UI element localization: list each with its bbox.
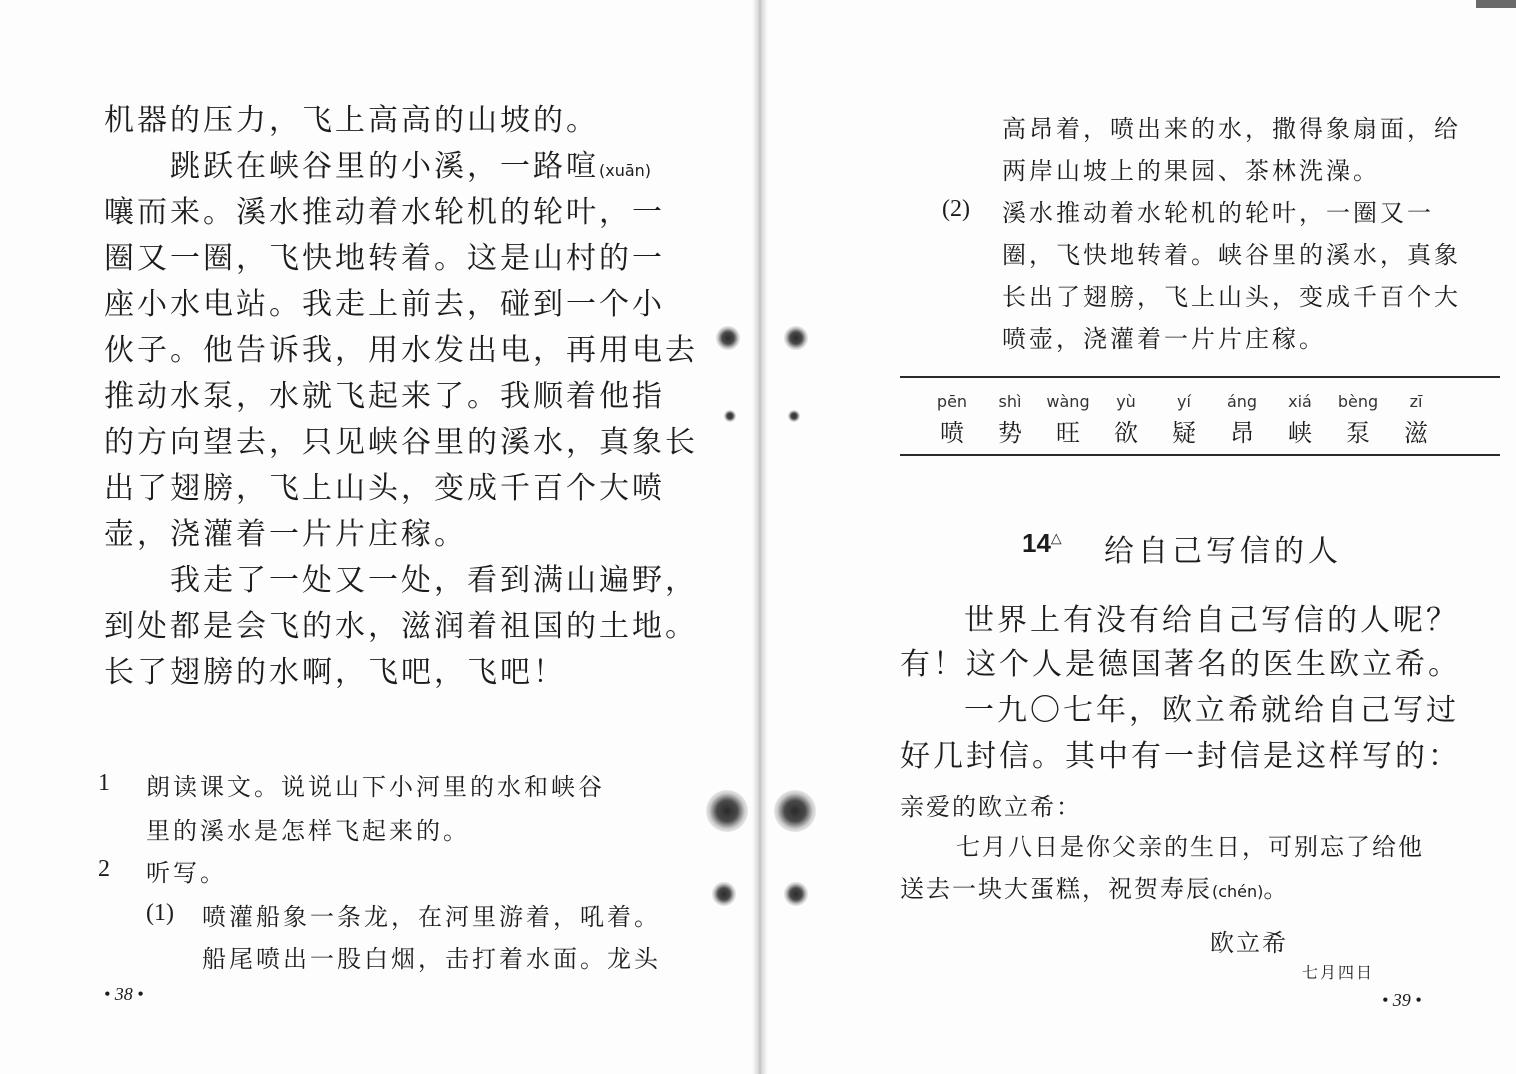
left-line-11: 我走了一处又一处，看到满山遍野， — [170, 563, 698, 598]
letter-salutation: 亲爱的欧立希： — [900, 793, 1082, 821]
vocab-pinyin: wàng — [1046, 392, 1090, 411]
right-page — [762, 0, 1516, 1074]
binding-hole — [784, 326, 808, 350]
sub-exercise-2-line-2: 圈，飞快地转着。峡谷里的溪水，真象 — [1002, 241, 1461, 269]
scan-corner-mark — [1476, 0, 1516, 8]
lesson-number — [1022, 528, 1062, 559]
vocab-item — [1038, 392, 1098, 448]
right-body-line-3: 一九〇七年，欧立希就给自己写过 — [964, 693, 1459, 728]
binding-hole — [788, 410, 800, 422]
sub-exercise-2-line-3: 长出了翅膀，飞上山头，变成千百个大 — [1002, 283, 1461, 311]
vocab-char: 欲 — [1114, 419, 1138, 447]
right-body-line-2: 有！这个人是德国著名的医生欧立希。 — [900, 647, 1461, 682]
letter-line-2-text: 送去一块大蛋糕，祝贺寿辰 — [900, 875, 1212, 903]
left-line-5: 座小水电站。我走上前去，碰到一个小 — [104, 287, 665, 322]
vocab-char: 滋 — [1404, 419, 1428, 447]
vocab-item — [1270, 392, 1330, 448]
vocab-char: 昂 — [1230, 419, 1254, 447]
vocab-item — [1386, 392, 1446, 448]
pinyin-annotation: (xuān) — [599, 161, 652, 180]
binding-hole — [774, 790, 816, 832]
vocab-pinyin: áng — [1226, 392, 1258, 411]
right-cont-line-1: 高昂着，喷出来的水，撒得象扇面，给 — [1002, 115, 1461, 143]
vocab-item — [922, 392, 982, 448]
book-gutter — [752, 0, 768, 1074]
vocab-char: 泵 — [1346, 419, 1370, 447]
vocab-item — [1212, 392, 1272, 448]
exercise-1-line-1: 朗读课文。说说山下小河里的水和峡谷 — [146, 773, 605, 801]
vocab-item — [1328, 392, 1388, 448]
sub-exercise-1-number: (1) — [146, 900, 174, 926]
exercise-2-number: 2 — [98, 856, 110, 882]
lesson-number-text: 14 — [1022, 528, 1051, 558]
vocab-char: 喷 — [940, 419, 964, 447]
binding-hole — [716, 326, 740, 350]
left-line-9: 出了翅膀，飞上山头，变成千百个大喷 — [104, 471, 665, 506]
right-body-line-1: 世界上有没有给自己写信的人呢？ — [964, 603, 1459, 638]
binding-hole — [712, 882, 736, 906]
vocab-item — [1154, 392, 1214, 448]
left-line-3: 嚷而来。溪水推动着水轮机的轮叶，一 — [104, 195, 665, 230]
exercise-1-line-2: 里的溪水是怎样飞起来的。 — [146, 817, 470, 845]
vocab-char: 疑 — [1172, 419, 1196, 447]
letter-date: 七月四日 — [1302, 963, 1375, 982]
left-line-10: 壶，浇灌着一片片庄稼。 — [104, 517, 467, 552]
vocab-pinyin: shì — [998, 392, 1022, 411]
binding-hole — [784, 882, 808, 906]
left-line-6: 伙子。他告诉我，用水发出电，再用电去 — [104, 333, 698, 368]
vocab-rule-top — [900, 376, 1500, 378]
exercise-1-number: 1 — [98, 770, 110, 796]
vocab-pinyin: yí — [1177, 392, 1191, 411]
left-line-7: 推动水泵，水就飞起来了。我顺着他指 — [104, 379, 665, 414]
left-line-13: 长了翅膀的水啊，飞吧，飞吧！ — [104, 655, 566, 690]
vocab-pinyin: xiá — [1288, 392, 1312, 411]
page-number-right: • 39 • — [1382, 990, 1422, 1010]
left-line-2-text: 跳跃在峡谷里的小溪，一路喧 — [170, 149, 599, 184]
vocab-pinyin: pēn — [936, 392, 968, 411]
right-body-line-4: 好几封信。其中有一封信是这样写的： — [900, 739, 1461, 774]
exercise-2-line-1: 听写。 — [146, 859, 227, 887]
vocab-item — [980, 392, 1040, 448]
page-number-left: • 38 • — [104, 984, 144, 1004]
sub-exercise-1-line-2: 船尾喷出一股白烟，击打着水面。龙头 — [202, 945, 661, 973]
left-line-4: 圈又一圈，飞快地转着。这是山村的一 — [104, 241, 665, 276]
left-line-1: 机器的压力，飞上高高的山坡的。 — [104, 103, 599, 138]
left-line-2 — [170, 150, 651, 188]
sub-exercise-1-line-1: 喷灌船象一条龙，在河里游着，吼着。 — [202, 903, 661, 931]
right-cont-line-2: 两岸山坡上的果园、茶林洗澡。 — [1002, 157, 1380, 185]
left-line-8: 的方向望去，只见峡谷里的溪水，真象长 — [104, 425, 698, 460]
letter-line-1: 七月八日是你父亲的生日，可别忘了给他 — [956, 833, 1424, 861]
letter-line-2 — [900, 872, 1289, 909]
sub-exercise-2-number: (2) — [942, 196, 970, 222]
sub-exercise-2-line-4: 喷壶，浇灌着一片片庄稼。 — [1002, 325, 1326, 353]
vocab-item — [1096, 392, 1156, 448]
vocab-char: 势 — [998, 419, 1022, 447]
lesson-title: 给自己写信的人 — [1104, 534, 1342, 569]
vocab-char: 峡 — [1288, 419, 1312, 447]
binding-hole — [724, 410, 736, 422]
binding-hole — [706, 790, 748, 832]
letter-pinyin-annotation: (chén) — [1212, 882, 1264, 901]
vocab-pinyin: yù — [1116, 392, 1136, 411]
letter-signature: 欧立希 — [1210, 929, 1288, 957]
lesson-mark: △ — [1050, 529, 1062, 546]
vocab-pinyin: bèng — [1337, 392, 1379, 411]
letter-line-2-end: 。 — [1263, 875, 1290, 903]
sub-exercise-2-line-1: 溪水推动着水轮机的轮叶，一圈又一 — [1002, 199, 1434, 227]
vocab-rule-bottom — [900, 454, 1500, 456]
vocab-pinyin: zī — [1409, 392, 1423, 411]
vocab-char: 旺 — [1056, 419, 1080, 447]
left-line-12: 到处都是会飞的水，滋润着祖国的土地。 — [104, 609, 698, 644]
